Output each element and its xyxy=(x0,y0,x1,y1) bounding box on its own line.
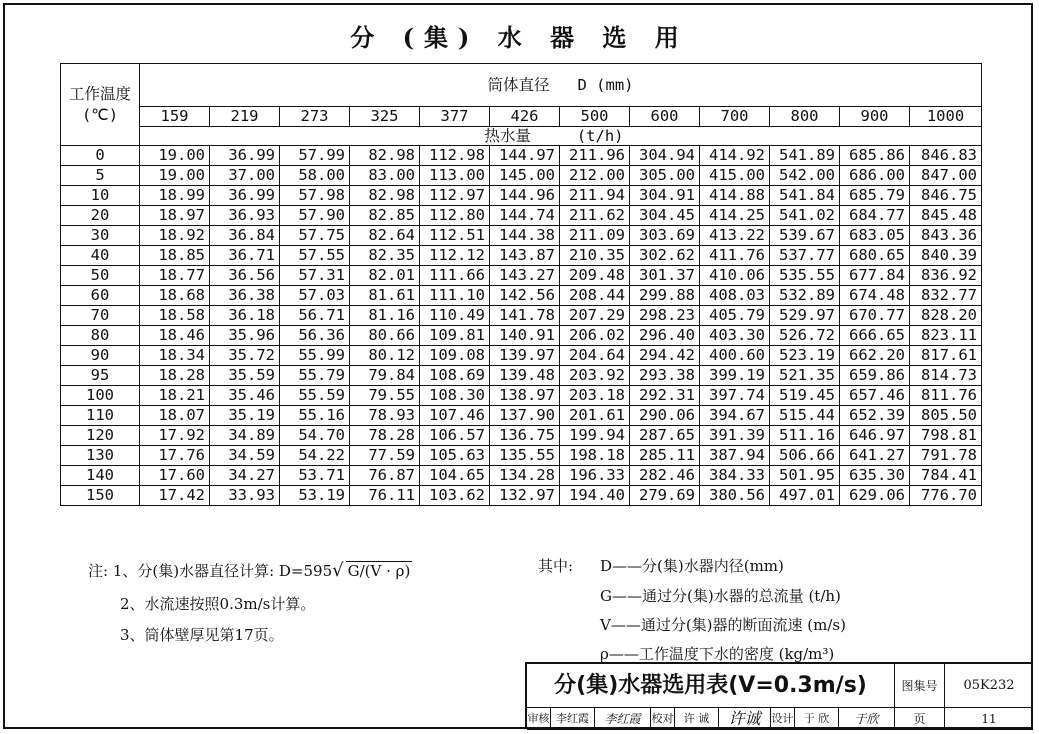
temperature-unit-label: (℃) xyxy=(81,105,119,124)
flow-value-cell: 17.92 xyxy=(140,426,210,446)
flow-value-cell: 293.38 xyxy=(630,366,700,386)
note-1: 注: 1、分(集)水器直径计算: D=595√ G/(V · ρ) xyxy=(88,560,411,581)
flow-value-cell: 501.95 xyxy=(770,466,840,486)
flow-value-cell: 18.58 xyxy=(140,306,210,326)
flow-value-cell: 53.19 xyxy=(280,486,350,506)
diameter-header-cell: 1000 xyxy=(910,107,982,127)
flow-value-cell: 82.98 xyxy=(350,146,420,166)
flow-value-cell: 108.30 xyxy=(420,386,490,406)
flow-value-cell: 541.02 xyxy=(770,206,840,226)
flow-value-cell: 523.19 xyxy=(770,346,840,366)
flow-value-cell: 542.00 xyxy=(770,166,840,186)
table-row xyxy=(61,346,982,366)
flow-value-cell: 55.59 xyxy=(280,386,350,406)
design-label: 设计 xyxy=(771,708,795,730)
flow-value-cell: 57.98 xyxy=(280,186,350,206)
flow-value-cell: 212.00 xyxy=(560,166,630,186)
flow-value-cell: 298.23 xyxy=(630,306,700,326)
temperature-cell: 100 xyxy=(61,386,140,406)
flow-value-cell: 537.77 xyxy=(770,246,840,266)
flow-value-cell: 776.70 xyxy=(910,486,982,506)
flow-value-cell: 36.93 xyxy=(210,206,280,226)
flow-value-cell: 36.99 xyxy=(210,186,280,206)
flow-value-cell: 836.92 xyxy=(910,266,982,286)
flow-value-cell: 56.71 xyxy=(280,306,350,326)
flow-value-cell: 199.94 xyxy=(560,426,630,446)
flow-value-cell: 405.79 xyxy=(700,306,770,326)
flow-value-cell: 635.30 xyxy=(840,466,910,486)
flow-value-cell: 53.71 xyxy=(280,466,350,486)
flow-value-cell: 145.00 xyxy=(490,166,560,186)
flow-value-cell: 541.89 xyxy=(770,146,840,166)
flow-value-cell: 54.70 xyxy=(280,426,350,446)
flow-value-cell: 845.48 xyxy=(910,206,982,226)
flow-value-cell: 535.55 xyxy=(770,266,840,286)
note-2: 2、水流速按照0.3m/s计算。 xyxy=(120,595,316,613)
flow-value-cell: 57.99 xyxy=(280,146,350,166)
flow-value-cell: 414.25 xyxy=(700,206,770,226)
flow-value-cell: 57.03 xyxy=(280,286,350,306)
flow-value-cell: 108.69 xyxy=(420,366,490,386)
flow-value-cell: 82.64 xyxy=(350,226,420,246)
review-label: 审核 xyxy=(527,708,551,730)
flow-value-cell: 144.74 xyxy=(490,206,560,226)
flow-value-cell: 209.48 xyxy=(560,266,630,286)
flow-value-cell: 497.01 xyxy=(770,486,840,506)
flow-value-cell: 823.11 xyxy=(910,326,982,346)
flow-value-cell: 657.46 xyxy=(840,386,910,406)
flow-value-cell: 35.59 xyxy=(210,366,280,386)
temperature-cell: 60 xyxy=(61,286,140,306)
flow-value-cell: 685.86 xyxy=(840,146,910,166)
flow-value-cell: 143.27 xyxy=(490,266,560,286)
flow-value-cell: 36.38 xyxy=(210,286,280,306)
flow-value-cell: 410.06 xyxy=(700,266,770,286)
flow-value-cell: 142.56 xyxy=(490,286,560,306)
flow-value-cell: 515.44 xyxy=(770,406,840,426)
temperature-cell: 40 xyxy=(61,246,140,266)
flow-value-cell: 211.94 xyxy=(560,186,630,206)
flow-value-cell: 18.07 xyxy=(140,406,210,426)
flow-value-cell: 641.27 xyxy=(840,446,910,466)
flow-value-cell: 811.76 xyxy=(910,386,982,406)
flow-value-cell: 18.46 xyxy=(140,326,210,346)
flow-value-cell: 203.92 xyxy=(560,366,630,386)
flow-value-cell: 81.16 xyxy=(350,306,420,326)
check-signature: 许诚 xyxy=(719,708,771,730)
flow-value-cell: 805.50 xyxy=(910,406,982,426)
table-row xyxy=(61,326,982,346)
flow-value-cell: 109.81 xyxy=(420,326,490,346)
flow-value-cell: 380.56 xyxy=(700,486,770,506)
flow-value-cell: 814.73 xyxy=(910,366,982,386)
flow-value-cell: 106.57 xyxy=(420,426,490,446)
heat-header-label: 热水量 xyxy=(484,126,531,145)
def-rho: ρ——工作温度下水的密度 (kg/m³) xyxy=(600,645,835,663)
flow-value-cell: 34.89 xyxy=(210,426,280,446)
flow-value-cell: 203.18 xyxy=(560,386,630,406)
diameter-header-cell: 800 xyxy=(770,107,840,127)
flow-value-cell: 144.97 xyxy=(490,146,560,166)
flow-value-cell: 82.98 xyxy=(350,186,420,206)
flow-value-cell: 541.84 xyxy=(770,186,840,206)
flow-value-cell: 18.85 xyxy=(140,246,210,266)
flow-value-cell: 201.61 xyxy=(560,406,630,426)
flow-value-cell: 206.02 xyxy=(560,326,630,346)
temperature-cell: 30 xyxy=(61,226,140,246)
flow-value-cell: 519.45 xyxy=(770,386,840,406)
flow-value-cell: 394.67 xyxy=(700,406,770,426)
table-row xyxy=(61,306,982,326)
table-row xyxy=(61,366,982,386)
flow-value-cell: 18.28 xyxy=(140,366,210,386)
flow-value-cell: 105.63 xyxy=(420,446,490,466)
flow-value-cell: 832.77 xyxy=(910,286,982,306)
table-row xyxy=(61,466,982,486)
temperature-cell: 150 xyxy=(61,486,140,506)
flow-value-cell: 76.11 xyxy=(350,486,420,506)
flow-value-cell: 36.56 xyxy=(210,266,280,286)
flow-value-cell: 529.97 xyxy=(770,306,840,326)
flow-value-cell: 290.06 xyxy=(630,406,700,426)
atlas-label: 图集号 xyxy=(895,664,945,708)
flow-value-cell: 55.99 xyxy=(280,346,350,366)
flow-value-cell: 36.99 xyxy=(210,146,280,166)
temperature-cell: 10 xyxy=(61,186,140,206)
flow-value-cell: 132.97 xyxy=(490,486,560,506)
flow-value-cell: 35.72 xyxy=(210,346,280,366)
flow-value-cell: 211.09 xyxy=(560,226,630,246)
flow-value-cell: 82.35 xyxy=(350,246,420,266)
temperature-cell: 95 xyxy=(61,366,140,386)
flow-value-cell: 140.91 xyxy=(490,326,560,346)
table-row xyxy=(61,186,982,206)
flow-value-cell: 78.28 xyxy=(350,426,420,446)
flow-value-cell: 296.40 xyxy=(630,326,700,346)
flow-value-cell: 109.08 xyxy=(420,346,490,366)
flow-value-cell: 196.33 xyxy=(560,466,630,486)
flow-value-cell: 17.76 xyxy=(140,446,210,466)
flow-value-cell: 304.45 xyxy=(630,206,700,226)
check-label: 校对 xyxy=(651,708,675,730)
flow-value-cell: 304.94 xyxy=(630,146,700,166)
where-label: 其中: xyxy=(538,557,574,575)
flow-value-cell: 670.77 xyxy=(840,306,910,326)
flow-value-cell: 35.96 xyxy=(210,326,280,346)
flow-value-cell: 19.00 xyxy=(140,166,210,186)
flow-value-cell: 112.51 xyxy=(420,226,490,246)
diameter-header-cell: 500 xyxy=(560,107,630,127)
flow-value-cell: 141.78 xyxy=(490,306,560,326)
heat-header xyxy=(140,127,982,146)
flow-value-cell: 211.62 xyxy=(560,206,630,226)
temperature-cell: 70 xyxy=(61,306,140,326)
diameter-header-cell: 159 xyxy=(140,107,210,127)
flow-value-cell: 817.61 xyxy=(910,346,982,366)
table-row xyxy=(61,266,982,286)
flow-value-cell: 112.98 xyxy=(420,146,490,166)
flow-value-cell: 113.00 xyxy=(420,166,490,186)
flow-value-cell: 302.62 xyxy=(630,246,700,266)
flow-value-cell: 112.80 xyxy=(420,206,490,226)
temperature-header-label: 工作温度 xyxy=(68,84,131,103)
table-row xyxy=(61,166,982,186)
flow-value-cell: 110.49 xyxy=(420,306,490,326)
flow-value-cell: 662.20 xyxy=(840,346,910,366)
flow-value-cell: 111.66 xyxy=(420,266,490,286)
flow-value-cell: 17.42 xyxy=(140,486,210,506)
flow-value-cell: 843.36 xyxy=(910,226,982,246)
flow-value-cell: 397.74 xyxy=(700,386,770,406)
flow-value-cell: 18.77 xyxy=(140,266,210,286)
diameter-header: 筒体直径 D (mm) xyxy=(140,64,982,107)
flow-value-cell: 80.66 xyxy=(350,326,420,346)
flow-value-cell: 408.03 xyxy=(700,286,770,306)
title-block xyxy=(525,662,1031,728)
flow-value-cell: 57.31 xyxy=(280,266,350,286)
page-number: 11 xyxy=(945,708,1033,730)
flow-value-cell: 798.81 xyxy=(910,426,982,446)
review-signature: 李红霞 xyxy=(595,708,651,730)
def-v: V——通过分(集)器的断面流速 (m/s) xyxy=(600,616,846,634)
flow-value-cell: 211.96 xyxy=(560,146,630,166)
flow-value-cell: 784.41 xyxy=(910,466,982,486)
flow-value-cell: 210.35 xyxy=(560,246,630,266)
table-row xyxy=(61,386,982,406)
flow-value-cell: 143.87 xyxy=(490,246,560,266)
flow-value-cell: 137.90 xyxy=(490,406,560,426)
note-1-text: 注: 1、分(集)水器直径计算: D=595 xyxy=(88,562,333,580)
flow-value-cell: 204.64 xyxy=(560,346,630,366)
diameter-header-cell: 377 xyxy=(420,107,490,127)
flow-value-cell: 18.92 xyxy=(140,226,210,246)
flow-value-cell: 539.67 xyxy=(770,226,840,246)
flow-value-cell: 36.18 xyxy=(210,306,280,326)
temperature-cell: 0 xyxy=(61,146,140,166)
selection-table xyxy=(60,63,982,506)
flow-value-cell: 198.18 xyxy=(560,446,630,466)
flow-value-cell: 80.12 xyxy=(350,346,420,366)
flow-value-cell: 18.68 xyxy=(140,286,210,306)
flow-value-cell: 104.65 xyxy=(420,466,490,486)
flow-value-cell: 521.35 xyxy=(770,366,840,386)
flow-value-cell: 81.61 xyxy=(350,286,420,306)
page-label: 页 xyxy=(895,708,945,730)
diameter-header-cell: 273 xyxy=(280,107,350,127)
flow-value-cell: 55.79 xyxy=(280,366,350,386)
flow-value-cell: 33.93 xyxy=(210,486,280,506)
flow-value-cell: 303.69 xyxy=(630,226,700,246)
flow-value-cell: 134.28 xyxy=(490,466,560,486)
def-g: G——通过分(集)水器的总流量 (t/h) xyxy=(600,587,841,605)
flow-value-cell: 828.20 xyxy=(910,306,982,326)
flow-value-cell: 18.99 xyxy=(140,186,210,206)
flow-value-cell: 17.60 xyxy=(140,466,210,486)
flow-value-cell: 18.97 xyxy=(140,206,210,226)
flow-value-cell: 685.79 xyxy=(840,186,910,206)
flow-value-cell: 292.31 xyxy=(630,386,700,406)
flow-value-cell: 629.06 xyxy=(840,486,910,506)
flow-value-cell: 111.10 xyxy=(420,286,490,306)
flow-value-cell: 659.86 xyxy=(840,366,910,386)
flow-value-cell: 391.39 xyxy=(700,426,770,446)
temperature-cell: 20 xyxy=(61,206,140,226)
flow-value-cell: 287.65 xyxy=(630,426,700,446)
table-row xyxy=(61,406,982,426)
flow-value-cell: 652.39 xyxy=(840,406,910,426)
flow-value-cell: 384.33 xyxy=(700,466,770,486)
design-signature: 于欣 xyxy=(839,708,895,730)
flow-value-cell: 194.40 xyxy=(560,486,630,506)
flow-value-cell: 76.87 xyxy=(350,466,420,486)
flow-value-cell: 791.78 xyxy=(910,446,982,466)
flow-value-cell: 107.46 xyxy=(420,406,490,426)
flow-value-cell: 139.97 xyxy=(490,346,560,366)
table-row xyxy=(61,206,982,226)
temperature-cell: 5 xyxy=(61,166,140,186)
diameter-header-cell: 900 xyxy=(840,107,910,127)
temperature-cell: 80 xyxy=(61,326,140,346)
flow-value-cell: 139.48 xyxy=(490,366,560,386)
temperature-cell: 140 xyxy=(61,466,140,486)
note-3: 3、筒体壁厚见第17页。 xyxy=(120,626,284,644)
flow-value-cell: 57.90 xyxy=(280,206,350,226)
temperature-header xyxy=(61,64,140,146)
flow-value-cell: 103.62 xyxy=(420,486,490,506)
table-row xyxy=(61,486,982,506)
flow-value-cell: 414.92 xyxy=(700,146,770,166)
flow-value-cell: 18.34 xyxy=(140,346,210,366)
flow-value-cell: 58.00 xyxy=(280,166,350,186)
flow-value-cell: 82.01 xyxy=(350,266,420,286)
table-row xyxy=(61,286,982,306)
flow-value-cell: 414.88 xyxy=(700,186,770,206)
flow-value-cell: 77.59 xyxy=(350,446,420,466)
flow-value-cell: 82.85 xyxy=(350,206,420,226)
heat-unit-label: (t/h) xyxy=(576,126,624,145)
flow-value-cell: 56.36 xyxy=(280,326,350,346)
flow-value-cell: 78.93 xyxy=(350,406,420,426)
flow-value-cell: 847.00 xyxy=(910,166,982,186)
flow-value-cell: 387.94 xyxy=(700,446,770,466)
flow-value-cell: 415.00 xyxy=(700,166,770,186)
flow-value-cell: 846.75 xyxy=(910,186,982,206)
diameter-header-cell: 325 xyxy=(350,107,420,127)
diameter-header-cell: 219 xyxy=(210,107,280,127)
flow-value-cell: 680.65 xyxy=(840,246,910,266)
flow-value-cell: 35.46 xyxy=(210,386,280,406)
flow-value-cell: 526.72 xyxy=(770,326,840,346)
table-row xyxy=(61,446,982,466)
temperature-cell: 90 xyxy=(61,346,140,366)
flow-value-cell: 57.75 xyxy=(280,226,350,246)
flow-value-cell: 138.97 xyxy=(490,386,560,406)
flow-value-cell: 646.97 xyxy=(840,426,910,446)
flow-value-cell: 411.76 xyxy=(700,246,770,266)
table-row xyxy=(61,246,982,266)
flow-value-cell: 686.00 xyxy=(840,166,910,186)
diameter-header-cell: 426 xyxy=(490,107,560,127)
temperature-cell: 130 xyxy=(61,446,140,466)
review-name: 李红霞 xyxy=(551,708,595,730)
flow-value-cell: 36.84 xyxy=(210,226,280,246)
flow-value-cell: 37.00 xyxy=(210,166,280,186)
flow-value-cell: 304.91 xyxy=(630,186,700,206)
def-d: D——分(集)水器内径(mm) xyxy=(600,557,784,575)
flow-value-cell: 112.97 xyxy=(420,186,490,206)
flow-value-cell: 112.12 xyxy=(420,246,490,266)
temperature-cell: 110 xyxy=(61,406,140,426)
temperature-cell: 120 xyxy=(61,426,140,446)
flow-value-cell: 57.55 xyxy=(280,246,350,266)
table-row xyxy=(61,226,982,246)
flow-value-cell: 674.48 xyxy=(840,286,910,306)
flow-value-cell: 294.42 xyxy=(630,346,700,366)
flow-value-cell: 282.46 xyxy=(630,466,700,486)
flow-value-cell: 506.66 xyxy=(770,446,840,466)
flow-value-cell: 400.60 xyxy=(700,346,770,366)
flow-value-cell: 83.00 xyxy=(350,166,420,186)
flow-value-cell: 285.11 xyxy=(630,446,700,466)
flow-value-cell: 666.65 xyxy=(840,326,910,346)
flow-value-cell: 403.30 xyxy=(700,326,770,346)
flow-value-cell: 299.88 xyxy=(630,286,700,306)
flow-value-cell: 135.55 xyxy=(490,446,560,466)
flow-value-cell: 79.55 xyxy=(350,386,420,406)
flow-value-cell: 532.89 xyxy=(770,286,840,306)
flow-value-cell: 846.83 xyxy=(910,146,982,166)
flow-value-cell: 79.84 xyxy=(350,366,420,386)
flow-value-cell: 54.22 xyxy=(280,446,350,466)
flow-value-cell: 301.37 xyxy=(630,266,700,286)
flow-value-cell: 35.19 xyxy=(210,406,280,426)
page-title: 分 (集) 水 器 选 用 xyxy=(350,23,689,52)
flow-value-cell: 19.00 xyxy=(140,146,210,166)
note-1-formula: G/(V · ρ) xyxy=(347,562,411,580)
flow-value-cell: 34.59 xyxy=(210,446,280,466)
temperature-cell: 50 xyxy=(61,266,140,286)
flow-value-cell: 677.84 xyxy=(840,266,910,286)
flow-value-cell: 305.00 xyxy=(630,166,700,186)
atlas-number: 05K232 xyxy=(945,664,1033,708)
flow-value-cell: 279.69 xyxy=(630,486,700,506)
diameter-header-cell: 600 xyxy=(630,107,700,127)
flow-value-cell: 136.75 xyxy=(490,426,560,446)
design-name: 于 欣 xyxy=(795,708,839,730)
flow-value-cell: 840.39 xyxy=(910,246,982,266)
flow-value-cell: 683.05 xyxy=(840,226,910,246)
drawing-title: 分(集)水器选用表(V=0.3m/s) xyxy=(527,664,895,708)
flow-value-cell: 34.27 xyxy=(210,466,280,486)
flow-value-cell: 36.71 xyxy=(210,246,280,266)
flow-value-cell: 144.38 xyxy=(490,226,560,246)
flow-value-cell: 413.22 xyxy=(700,226,770,246)
flow-value-cell: 208.44 xyxy=(560,286,630,306)
flow-value-cell: 207.29 xyxy=(560,306,630,326)
table-row xyxy=(61,146,982,166)
diameter-header-cell: 700 xyxy=(700,107,770,127)
flow-value-cell: 55.16 xyxy=(280,406,350,426)
flow-value-cell: 684.77 xyxy=(840,206,910,226)
flow-value-cell: 399.19 xyxy=(700,366,770,386)
check-name: 许 诚 xyxy=(675,708,719,730)
table-row xyxy=(61,426,982,446)
flow-value-cell: 511.16 xyxy=(770,426,840,446)
flow-value-cell: 144.96 xyxy=(490,186,560,206)
flow-value-cell: 18.21 xyxy=(140,386,210,406)
